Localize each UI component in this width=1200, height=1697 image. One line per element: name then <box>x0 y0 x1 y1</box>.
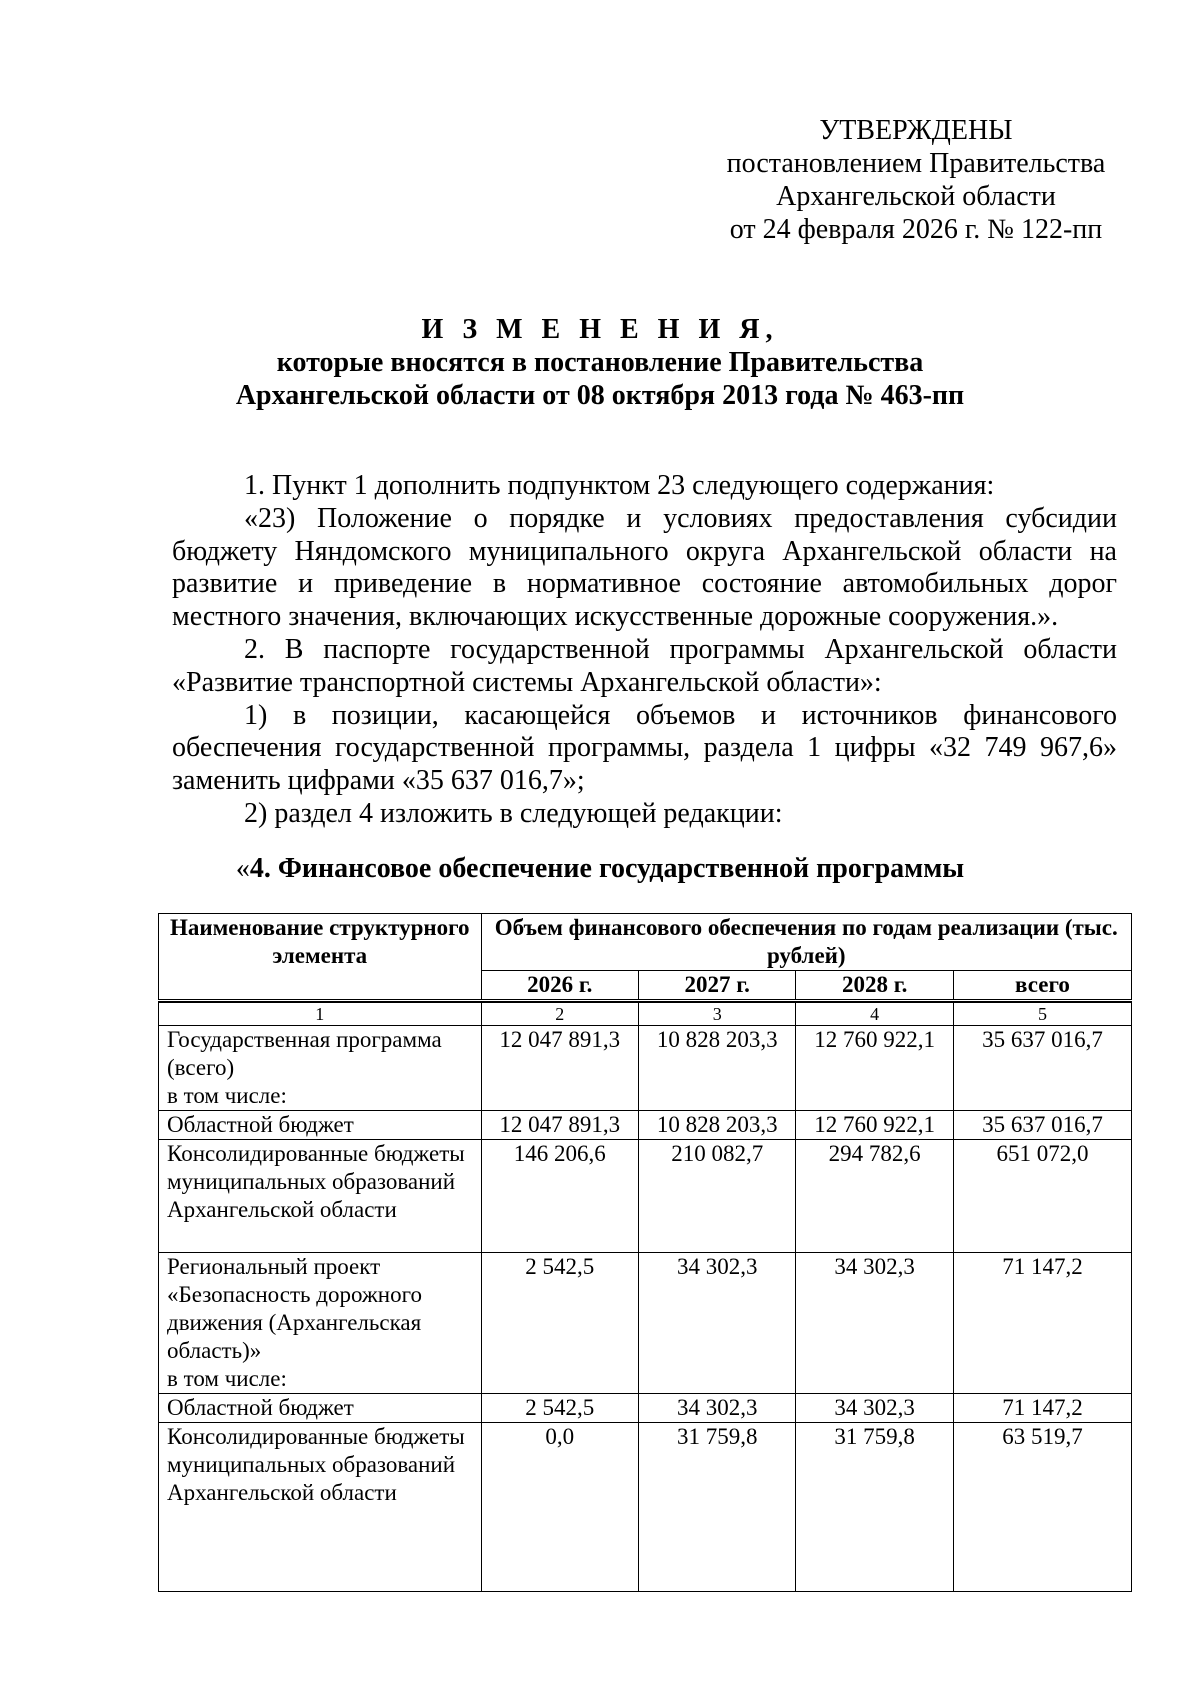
table-row <box>159 1423 1132 1592</box>
value-2027: 34 302,3 <box>638 1394 795 1423</box>
document-subtitle: Архангельской области от 08 октября 2013 года № 463-пп <box>235 380 965 411</box>
value-2026: 0,0 <box>481 1423 638 1592</box>
table-row <box>159 1253 1132 1394</box>
section-quote: « <box>235 853 250 884</box>
value-2028: 12 760 922,1 <box>796 1111 953 1140</box>
value-total: 35 637 016,7 <box>953 1026 1131 1111</box>
table-row <box>159 1140 1132 1253</box>
header-name: Наименование структурного элемента <box>159 914 482 1001</box>
value-2028: 294 782,6 <box>796 1140 953 1253</box>
approval-line: постановлением Правительства <box>726 148 1106 179</box>
value-2027: 10 828 203,3 <box>638 1026 795 1111</box>
table-row <box>159 1111 1132 1140</box>
value-total: 71 147,2 <box>953 1394 1131 1423</box>
section-title-text: 4. Финансовое обеспечение государственной программы <box>249 853 965 884</box>
value-2028: 34 302,3 <box>796 1253 953 1394</box>
row-name: Областной бюджет <box>159 1111 482 1140</box>
value-2026: 146 206,6 <box>481 1140 638 1253</box>
approval-date: от 24 февраля 2026 г. № 122-пп <box>729 214 1103 245</box>
column-number: 3 <box>638 1003 795 1026</box>
approval-stamp <box>716 114 1116 246</box>
header-year: 2027 г. <box>638 971 795 1001</box>
row-name: Консолидированные бюджеты муниципальных образований Архангельской области <box>159 1140 482 1253</box>
value-2026: 2 542,5 <box>481 1253 638 1394</box>
paragraph: «23) Положение о порядке и условиях предоставления субсидии бюджету Няндомского муниципального округа Архангельской области на развитие и приведение в нормативное состояние автомобильных дорог местного значения, включающих искусственные дорожные сооружения.». <box>172 502 1117 633</box>
value-2026: 12 047 891,3 <box>481 1111 638 1140</box>
value-total: 63 519,7 <box>953 1423 1131 1592</box>
value-2027: 10 828 203,3 <box>638 1111 795 1140</box>
document-title <box>0 313 1200 412</box>
value-2027: 34 302,3 <box>638 1253 795 1394</box>
paragraph: 2) раздел 4 изложить в следующей редакции: <box>244 797 783 829</box>
header-year: 2026 г. <box>481 971 638 1001</box>
value-2028: 34 302,3 <box>796 1394 953 1423</box>
value-2028: 12 760 922,1 <box>796 1026 953 1111</box>
financing-table <box>158 913 1132 1592</box>
table-row <box>159 1394 1132 1423</box>
document-subtitle: которые вносятся в постановление Правительства <box>276 347 924 378</box>
row-name: Консолидированные бюджеты муниципальных образований Архангельской области <box>159 1423 482 1592</box>
column-numbers-row <box>159 1003 1132 1026</box>
paragraph: 1. Пункт 1 дополнить подпунктом 23 следующего содержания: <box>244 470 995 501</box>
document-heading: И З М Е Н Е Н И Я, <box>421 314 779 345</box>
value-2027: 31 759,8 <box>638 1423 795 1592</box>
value-2028: 31 759,8 <box>796 1423 953 1592</box>
value-total: 35 637 016,7 <box>953 1111 1131 1140</box>
table-row <box>159 1026 1132 1111</box>
paragraph: 2. В паспорте государственной программы Архангельской области «Развитие транспортной системы Архангельской области»: <box>172 633 1117 698</box>
header-total: всего <box>953 971 1131 1001</box>
document-body <box>172 470 1117 831</box>
value-total: 651 072,0 <box>953 1140 1131 1253</box>
table-body <box>159 1026 1132 1592</box>
row-name: Региональный проект «Безопасность дорожного движения (Архангельская область)» в том числе: <box>159 1253 482 1394</box>
header-volume: Объем финансового обеспечения по годам реализации (тыс. рублей) <box>481 914 1131 971</box>
row-name: Государственная программа (всего) в том числе: <box>159 1026 482 1111</box>
paragraph: 1) в позиции, касающейся объемов и источников финансового обеспечения государственной программы, раздела 1 цифры «32 749 967,6» заменить цифрами «35 637 016,7»; <box>172 699 1117 797</box>
column-number: 4 <box>796 1003 953 1026</box>
column-number: 1 <box>159 1003 482 1026</box>
column-number: 2 <box>481 1003 638 1026</box>
approval-title: УТВЕРЖДЕНЫ <box>819 115 1013 146</box>
header-year: 2028 г. <box>796 971 953 1001</box>
section-title <box>0 852 1200 885</box>
value-total: 71 147,2 <box>953 1253 1131 1394</box>
approval-line: Архангельской области <box>776 181 1056 212</box>
column-number: 5 <box>953 1003 1131 1026</box>
value-2026: 2 542,5 <box>481 1394 638 1423</box>
value-2026: 12 047 891,3 <box>481 1026 638 1111</box>
value-2027: 210 082,7 <box>638 1140 795 1253</box>
row-name: Областной бюджет <box>159 1394 482 1423</box>
